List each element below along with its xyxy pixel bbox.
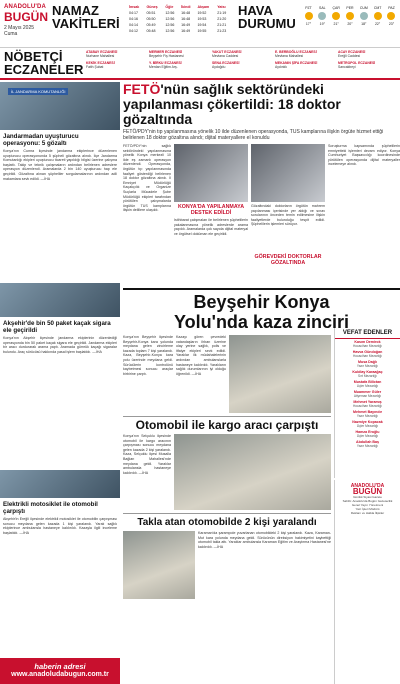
takla-col: Karaman'da şarampole yuvarlanan otomobildeki 2 kişi yaralandı. Kaza, Karaman-Mut kara yolunda meydana geldi. Sürücünün direksiyon hakimiyetini kaybettiği otomobil takla attı. Yaralılar ambulansla Karaman Eğitim ve Araştırma Hastanesi'ne kaldırıldı. —İHA (198, 531, 331, 549)
feto-subheadline: FETÖ/PDY'nin tıp yapılanmasına yönelik 10 ilde düzenlenen operasyonda, TUS kamplarına ilişkin örgüte hizmet ettiği belirlenen 18 doktor gözaltına alındı; dijital materyallere el konuldu (123, 129, 384, 141)
prayer-cell: 04:14 (129, 23, 138, 27)
feto-col-4: Soruşturma kapsamında şüphelilerin emniyetteki işlemleri devam ediyor. Konya Cumhuriyet Başsavcılığı koordinesinde yürütülen operasyonda dijital materyaller incelemeye alındı. (328, 144, 400, 167)
otomobil-col: Konya'nın Selçuklu ilçesinde otomobil ile kargo aracının çarpışması sonucu meydana gelen kazada 2 kişi yaralandı. Kaza, Selçuklu ilçesi Musalla Bağları Mahallesi'nde meydana geldi. Yaralılar ambulansla hastaneye kaldırıldı. —İHA (123, 434, 171, 475)
obituaries-title: VEFAT EDENLER (335, 328, 400, 339)
prayer-cell: 05:48 (146, 29, 156, 33)
imprint-line-1: Günlük Siyasi Gazete (353, 495, 382, 499)
obituary-place: Yazır Mezarlığı (356, 414, 379, 418)
obituary-item (335, 399, 400, 409)
obituary-name: Kubilay Karaağaç (352, 370, 383, 374)
imprint-line-3: Genel Yayın Yönetmeni (351, 503, 384, 507)
obituary-item (335, 429, 400, 439)
website-banner[interactable] (0, 658, 120, 684)
issue-date: 2 Mayıs 2025 Cuma (4, 25, 35, 37)
weather-day-name: CUM (359, 6, 368, 10)
pharmacy-item[interactable] (275, 61, 335, 69)
story-motorcycle-headline[interactable]: Elektrikli motosiklet ile otomobil çarpıştı (3, 501, 98, 515)
pharmacies-title-line2: ECZANELER (4, 62, 84, 77)
prayer-title-line2: VAKİTLERİ (52, 16, 120, 31)
imprint-line-2: Sahibi: Anadolu'da Bugün Gazetecilik (342, 499, 393, 503)
sun-icon (387, 12, 395, 20)
takla-photo[interactable] (123, 531, 195, 599)
logo-top: ANADOLU'DA (4, 4, 47, 10)
weather-day (302, 6, 315, 26)
otomobil-body-row (123, 434, 331, 510)
cloud-icon (318, 12, 326, 20)
beysehir-col-2: Kazayı gören çevredeki vatandaşların ihbarı üzerine olay yerine sağlık, polis ve itfaiye ekipleri sevk edildi. Yaralılar ilk müdahalelerinin ardından ambulanslarla hastaneye kaldırıldı. Yaralıların sağlık durumlarının iyi olduğu öğrenildi. —İHA (176, 335, 226, 376)
imprint-logo-top: ANADOLU'DA (350, 483, 385, 489)
prayer-cell: 16:49 (181, 29, 191, 33)
weather-day (371, 6, 384, 26)
obituary-place: Yazır Mezarlığı (356, 364, 379, 368)
obituary-place: Uçler Mezarlığı (356, 384, 379, 388)
pharmacy-list (86, 50, 398, 69)
pharmacy-address: Mevlana Mahallesi (275, 54, 304, 58)
beysehir-body-row (123, 335, 331, 413)
prayer-cell: 12:56 (165, 29, 175, 33)
pharmacy-address: Aydınlık (275, 65, 287, 69)
website-banner-title: haberin adresi (34, 662, 86, 671)
weather-temp: 22° (374, 22, 381, 26)
obituary-place: Atiyeman Mezarlığı (353, 394, 382, 398)
feto-headline-rest: 'nün sağlık sektöründeki yapılanması çökertildi: 18 doktor gözaltında (123, 81, 341, 127)
pharmacy-name: Y. BİRKU ECZANESİ (149, 61, 182, 65)
prayer-cell: 05:49 (146, 23, 156, 27)
story-cigarette-headline[interactable]: Akşehir'de bin 50 paket kaçak sigara ele geçirildi (3, 320, 111, 334)
pharmacy-address: Ereğli Caddesi (338, 54, 361, 58)
prayer-header: Güneş (146, 5, 158, 9)
website-url[interactable]: www.anadoludabugun.com.tr (11, 671, 109, 678)
obituary-item (335, 419, 400, 429)
logo-main: BUGÜN (4, 10, 48, 24)
pharmacy-address: Aydoğdu (212, 65, 226, 69)
pharmacy-address: Mevlana Caddesi (212, 54, 239, 58)
obituary-item (335, 439, 400, 449)
weather-temp: 23° (388, 22, 395, 26)
pharmacy-item[interactable] (338, 61, 398, 69)
weather-title (238, 4, 296, 30)
prayer-cell: 12:56 (165, 11, 175, 15)
pharmacy-name: YAKUT ECZANESİ (212, 50, 242, 54)
pharmacy-name: ACAY ECZANESİ (338, 50, 366, 54)
pharmacy-name: KEKİK ECZANESİ (86, 61, 115, 65)
obituary-place: Üçler Mezarlığı (356, 434, 379, 438)
imprint-logo (335, 483, 400, 495)
feto-col-2 (174, 144, 248, 284)
pharmacy-item[interactable] (275, 50, 335, 58)
pharmacies-title-line1: NÖBETÇİ (4, 49, 63, 64)
story-motorcycle-body: Akşehir'in Ereğli ilçesinde elektrikli motosiklet ile otomobilin çarpışması sonucu meydana gelen kazada 1 kişi yaralandı. Yaralı sağlık ekiplerince ambulansla hastaneye kaldırıldı. Kazayla ilgili inceleme başlatıldı. —İHA (3, 517, 117, 535)
pharmacy-address: Fatih Şubat (86, 65, 104, 69)
prayer-header: Yatsı (217, 5, 226, 9)
obituaries (334, 328, 400, 478)
weather-temp: 20° (347, 22, 353, 26)
weather-temp: 18° (361, 22, 367, 26)
pharmacy-name: MEKANIN ŞİFA ECZANESİ (275, 61, 318, 65)
pharmacy-item[interactable] (86, 50, 146, 58)
beysehir-photo[interactable] (229, 335, 331, 413)
feto-caption-1: KONYA'DA YAPILANMAYA DESTEK EDİLDİ (177, 204, 245, 216)
prayer-cell: 05:51 (146, 11, 156, 15)
takla-body-row (123, 531, 331, 599)
obituary-name: Abdullah Baş (356, 440, 379, 444)
obituary-name: Mehmet Bayındır (353, 410, 382, 414)
prayer-cell: 21:21 (217, 23, 227, 27)
pharmacy-address: Beyşehir Fiş Hastanesi (149, 54, 184, 58)
weather-day (385, 6, 398, 26)
pharmacy-name: METROPOL ECZANESİ (338, 61, 376, 65)
prayer-cell: 12:56 (165, 23, 175, 27)
prayer-header: İmsak (129, 5, 140, 9)
feto-col-1: FETÖ/PDY'nin sağlık sektöründeki yapılanmasına yönelik Konya merkezli 10 ilde eş zamanlı operasyon düzenlendi. Operasyonda, örgütün tıp yapılanmasında faaliyet gösterdiği belirlenen 18 doktor gözaltına alındı. İl Emniyet Müdürlüğü Kaçakçılık ve Organize Suçlarla Mücadele Şube Müdürlüğü ekipleri tarafından yürütülen çalışmalarda örgütün TUS kamplarına ilişkin delillere ulaşıldı. (123, 144, 171, 213)
weather-temp: 17° (305, 22, 312, 26)
pharmacy-address: Merdan Eğitim Arş. (149, 65, 178, 69)
feto-body-row (123, 144, 400, 284)
prayer-cell: 04:16 (129, 17, 138, 21)
weather-title-line1: HAVA (238, 3, 273, 18)
obituary-name: Kasım Demirok (354, 340, 381, 344)
prayer-cell: 05:50 (146, 17, 156, 21)
imprint-line-4: Yazı İşleri Müdürü (355, 507, 380, 511)
obituary-name: Havva Gündoğan (352, 350, 383, 354)
feto-photo-1[interactable] (174, 144, 248, 202)
pharmacy-address: Nurhane Mahallesi (86, 54, 115, 58)
beysehir-headline-2[interactable]: Yolu'nda kaza zinciri (174, 312, 349, 332)
sun-icon (332, 12, 340, 20)
otomobil-headline[interactable]: Otomobil ile kargo aracı çarpıştı (135, 418, 319, 432)
obituary-item (335, 339, 400, 349)
pharmacy-name: SENA ECZANESİ (212, 61, 240, 65)
beysehir-col-1: Konya'nın Beyşehir ilçesinde Beyşehir-Konya kara yolunda meydana gelen zincirleme kazada toplam 7 kişi yaralandı. Kaza, Beyşehir-Konya kara yolu üzerinde meydana geldi. Sürücülerin kontrolünü kaybetmesi sonucu araçlar birbirine çarptı. (123, 335, 173, 376)
weather-day-name: PAZ (388, 6, 395, 10)
feto-col-3 (251, 144, 325, 284)
photo-tag: İL JANDARMA KOMUTANLIĞI (8, 88, 68, 95)
prayer-header: Öğle (165, 5, 174, 9)
weather-day (357, 6, 370, 26)
obituary-item (335, 369, 400, 379)
pharmacy-name: MERMER ECZANESİ (149, 50, 183, 54)
obituary-name: Mehmet Yaramış (353, 400, 382, 404)
pharmacies-on-duty (0, 48, 400, 80)
pharmacies-title (4, 50, 84, 76)
prayer-cell: 19:52 (197, 11, 207, 15)
beysehir-headline-1[interactable]: Beyşehir Konya (193, 292, 330, 312)
feto-headline[interactable] (123, 82, 400, 127)
obituary-place: Yazır Mezarlığı (356, 444, 379, 448)
obituary-item (335, 389, 400, 399)
takla-headline[interactable]: Takla atan otomobilde 2 kişi yaralandı (137, 517, 317, 528)
obituary-place: Hocacihan Mezarlığı (352, 344, 383, 348)
newspaper-logo[interactable] (4, 4, 48, 37)
obituary-name: Nazmiye Kopacak (352, 420, 383, 424)
weather-day-name: CMT (373, 6, 382, 10)
prayer-cell: 21:20 (217, 17, 227, 21)
weather-temp: 19° (319, 22, 325, 26)
feto-photo-2[interactable] (251, 144, 325, 202)
otomobil-photo[interactable] (174, 434, 331, 510)
cloud-icon (360, 12, 368, 20)
prayer-row (128, 28, 232, 34)
pharmacy-name: ATABAY ECZANESİ (86, 50, 118, 54)
prayer-header: Akşam (197, 5, 210, 9)
imprint-line-5: Reklam ve Halkla İlişkiler (350, 511, 385, 515)
weather-day-name: PZT (305, 6, 312, 10)
prayer-cell: 04:12 (129, 29, 138, 33)
feto-col-2-text: İstihbarat çalışmaları ile belirlenen şüphelilerin yakalanmasına yönelik adreslerde arama yapıldı. Aramalarda çok sayıda dijital materyal ve örgütsel doküman ele geçirildi. (174, 218, 248, 236)
sun-icon (374, 12, 382, 20)
obituary-item (335, 349, 400, 359)
sun-icon (346, 12, 354, 20)
obituary-item (335, 379, 400, 389)
pharmacy-item[interactable] (149, 50, 209, 58)
prayer-cell: 21:19 (217, 11, 227, 15)
prayer-cell: 16:48 (181, 11, 191, 15)
weather-temp: 21° (333, 22, 339, 26)
obituary-name: Musa Dağlı (358, 360, 377, 364)
prayer-title-line1: NAMAZ (52, 3, 99, 18)
story-drug-headline[interactable]: Jandarmadan uyuşturucu operasyonu: 5 gözaltı (3, 133, 79, 147)
otomobil-section (123, 416, 331, 432)
weather-forecast (302, 6, 398, 26)
takla-section (123, 513, 331, 529)
pharmacy-item[interactable] (86, 61, 146, 69)
pharmacy-item[interactable] (149, 61, 209, 69)
crash-photo[interactable] (0, 470, 120, 498)
pharmacy-name: E. BERBOĞLU ECZANESİ (275, 50, 317, 54)
obituary-place: Sırt Mezarlığı (358, 374, 377, 378)
prayer-times-table (128, 4, 232, 34)
weather-day-name: SAL (319, 6, 326, 10)
cigarette-photo[interactable] (0, 283, 120, 317)
prayer-cell: 21:23 (217, 29, 227, 33)
obituaries-list (335, 339, 400, 449)
prayer-cell: 16:49 (181, 23, 191, 27)
prayer-cell: 04:17 (129, 11, 138, 15)
weather-title-line2: DURUMU (238, 16, 296, 31)
weather-day-name: PER (346, 6, 354, 10)
obituary-name: Hamza Eroğlu (355, 430, 380, 434)
obituary-name: Muammer Güler (353, 390, 382, 394)
weather-day (343, 6, 356, 26)
feto-headline-red: FETÖ (123, 81, 161, 97)
weather-day-name: ÇAR (332, 6, 340, 10)
sun-icon (305, 12, 313, 20)
pharmacy-address: Sancakbeyi (338, 65, 356, 69)
prayer-cell: 19:53 (197, 17, 207, 21)
obituary-item (335, 409, 400, 419)
story-drug-body: Konya'nın Cumra ilçesinde jandarma ekiplerince düzenlenen uyuşturucu operasyonunda 5 şüpheli gözaltına alındı. İlçe Jandarma Komutanlığı ekipleri uyuşturucu ticareti yapıldığı bilgisi üzerine çalışma başlattı. Takip ve teknik çalışmaların ardından belirlenen adreslere operasyon düzenlendi. Aramalarda 2 bin 140 uyuşturucu hap ele geçirildi. Gözaltına alınan şüpheliler sorgulamalarının ardından adli makamlara sevk edildi. —İHA (3, 149, 117, 181)
obituary-place: Üçler Mezarlığı (356, 424, 379, 428)
weather-day (330, 6, 343, 26)
obituary-name: Mustafa Bilictan (353, 380, 382, 384)
pharmacy-item[interactable] (212, 61, 272, 69)
prayer-cell: 16:48 (181, 17, 191, 21)
feto-col-3-text: Gözaltındaki doktorların örgütün mahrem yapılanması içerisinde yer aldığı ve sınav sorularının önceden temin edilmesine ilişkin faaliyetlerde bulunduğu tespit edildi. Şüphelilerin işlemleri sürüyor. (251, 204, 325, 227)
weather-day (316, 6, 329, 26)
imprint (334, 480, 400, 684)
imprint-logo-main: BUGÜN (352, 487, 383, 496)
prayer-cell: 19:55 (197, 29, 207, 33)
obituary-place: Hocacihan Mezarlığı (352, 354, 383, 358)
story-cigarette-body: Konya'nın Akşehir ilçesinde jandarma ekiplerinin düzenlediği operasyonda bin 50 paket kaçak sigara ele geçirildi. Jandarma ekipleri bir aracı durdurarak arama yaptı. Aramada gümrük kaçağı sigaralar bulundu. Araç sürücüsü hakkında yasal işlem başlatıldı. —İHA (3, 336, 117, 354)
pharmacy-item[interactable] (212, 50, 272, 58)
pharmacy-item[interactable] (338, 50, 398, 58)
prayer-header: İkindi (181, 5, 191, 9)
masthead (0, 0, 400, 48)
obituary-item (335, 359, 400, 369)
prayer-cell: 19:54 (197, 23, 207, 27)
feto-caption-2: GÖREVDEKİ DOKTORLAR GÖZALTINDA (254, 254, 322, 266)
beysehir-section (123, 288, 400, 332)
prayer-cell: 12:56 (165, 17, 175, 21)
jandarma-photo[interactable] (0, 82, 120, 130)
left-column (0, 82, 120, 684)
prayer-times-title (52, 4, 120, 30)
obituary-place: Hocacihan Mezarlığı (352, 404, 383, 408)
